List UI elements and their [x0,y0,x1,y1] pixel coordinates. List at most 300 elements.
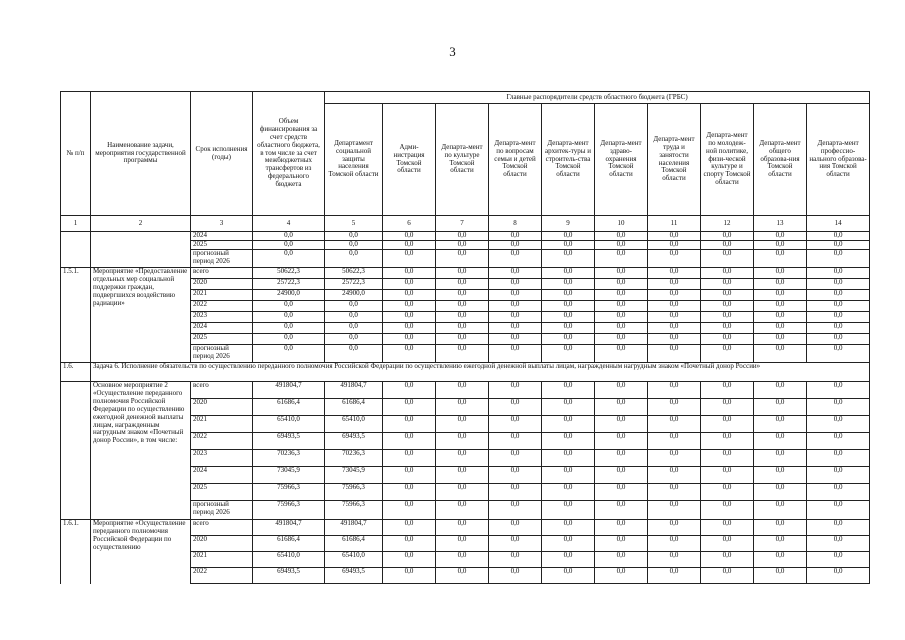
value-cell: 0,0 [489,467,542,484]
value-cell: 0,0 [595,433,648,450]
value-cell: 24900,0 [253,290,325,301]
value-cell: 0,0 [648,323,701,334]
year-cell: 2024 [191,323,253,334]
value-cell: 0,0 [595,250,648,268]
value-cell: 0,0 [383,536,436,552]
value-cell: 0,0 [325,301,383,312]
value-cell: 0,0 [383,501,436,520]
budget-table [60,91,870,584]
value-cell: 0,0 [648,552,701,568]
value-cell: 0,0 [595,268,648,279]
value-cell: 0,0 [807,290,870,301]
column-number: 8 [489,216,542,232]
value-cell: 0,0 [648,501,701,520]
value-cell: 0,0 [489,241,542,250]
value-cell: 0,0 [436,433,489,450]
column-number: 5 [325,216,383,232]
value-cell: 0,0 [253,345,325,363]
page-number: 3 [449,44,456,59]
value-cell: 0,0 [754,250,807,268]
value-cell: 73045,9 [325,467,383,484]
column-number: 3 [191,216,253,232]
value-cell: 0,0 [595,232,648,241]
value-cell: 61686,4 [325,536,383,552]
column-number: 9 [542,216,595,232]
value-cell: 0,0 [701,241,754,250]
value-cell: 0,0 [542,268,595,279]
value-cell: 0,0 [542,450,595,467]
value-cell: 0,0 [436,382,489,399]
value-cell: 0,0 [595,536,648,552]
value-cell: 0,0 [542,301,595,312]
value-cell: 0,0 [542,552,595,568]
value-cell: 0,0 [648,416,701,433]
column-number: 4 [253,216,325,232]
value-cell: 0,0 [436,450,489,467]
value-cell: 0,0 [253,323,325,334]
value-cell: 61686,4 [253,536,325,552]
year-cell: всего [191,382,253,399]
row-number: 1.5.1. [61,268,91,363]
value-cell: 0,0 [383,279,436,290]
year-cell: 2024 [191,232,253,241]
value-cell: 0,0 [701,301,754,312]
header-cell-department: Департа-мент общего образова-ния Томской области [754,104,807,216]
value-cell: 0,0 [807,467,870,484]
value-cell: 0,0 [542,382,595,399]
value-cell: 0,0 [542,279,595,290]
value-cell: 0,0 [754,568,807,584]
value-cell: 0,0 [754,501,807,520]
value-cell: 0,0 [325,345,383,363]
header-cell-term: Срок исполнения (годы) [191,92,253,216]
year-cell: 2022 [191,301,253,312]
value-cell: 25722,3 [253,279,325,290]
value-cell: 0,0 [489,450,542,467]
value-cell: 0,0 [383,552,436,568]
task-number: 1.6. [61,363,91,382]
header-cell-grbs: Главные распорядители средств областного бюджета (ГРБС) [325,92,870,104]
value-cell: 0,0 [542,501,595,520]
value-cell: 0,0 [436,536,489,552]
value-cell: 0,0 [754,323,807,334]
value-cell: 0,0 [701,399,754,416]
value-cell: 0,0 [489,279,542,290]
year-cell: 2025 [191,241,253,250]
year-cell: прогнозный период 2026 [191,345,253,363]
value-cell: 0,0 [383,334,436,345]
value-cell: 0,0 [436,279,489,290]
value-cell: 0,0 [489,232,542,241]
value-cell: 0,0 [436,232,489,241]
value-cell: 0,0 [807,536,870,552]
table-body [61,92,870,584]
value-cell: 0,0 [754,484,807,501]
column-number: 6 [383,216,436,232]
value-cell: 0,0 [542,467,595,484]
header-cell-name: Наименование задачи, мероприятия государственной программы [91,92,191,216]
value-cell: 0,0 [383,268,436,279]
year-cell: 2025 [191,484,253,501]
value-cell: 61686,4 [325,399,383,416]
value-cell: 0,0 [383,467,436,484]
value-cell: 0,0 [648,467,701,484]
year-cell: 2020 [191,536,253,552]
year-cell: 2023 [191,312,253,323]
value-cell: 0,0 [542,232,595,241]
value-cell: 0,0 [807,484,870,501]
value-cell: 0,0 [701,433,754,450]
value-cell: 0,0 [542,323,595,334]
value-cell: 0,0 [489,382,542,399]
year-cell: всего [191,520,253,536]
value-cell: 0,0 [701,450,754,467]
table-row [61,382,870,399]
table-row [61,520,870,536]
value-cell: 0,0 [489,334,542,345]
year-cell: 2021 [191,290,253,301]
value-cell: 0,0 [489,501,542,520]
task-title: Задача 6. Исполнение обязательств по осуществлению переданного полномочия Российской Федерации по осуществлению ежегодной денежной выплаты лицам, награжденным нагрудным знаком «Почетный донор России» [91,363,870,382]
value-cell: 0,0 [701,568,754,584]
value-cell: 0,0 [754,312,807,323]
value-cell: 0,0 [489,520,542,536]
value-cell: 0,0 [701,268,754,279]
value-cell: 69493,5 [325,568,383,584]
value-cell: 0,0 [489,399,542,416]
value-cell: 0,0 [489,433,542,450]
value-cell: 0,0 [595,279,648,290]
value-cell: 0,0 [701,382,754,399]
value-cell: 0,0 [648,450,701,467]
value-cell: 0,0 [807,279,870,290]
value-cell: 0,0 [383,232,436,241]
header-cell-department: Департа-мент здраво-охранения Томской области [595,104,648,216]
value-cell: 70236,3 [253,450,325,467]
value-cell: 69493,5 [325,433,383,450]
value-cell: 0,0 [807,241,870,250]
value-cell: 0,0 [325,232,383,241]
year-cell: 2020 [191,279,253,290]
value-cell: 0,0 [383,520,436,536]
value-cell: 0,0 [807,433,870,450]
value-cell: 0,0 [807,334,870,345]
value-cell: 0,0 [489,536,542,552]
year-cell: 2020 [191,399,253,416]
row-number [61,232,91,268]
value-cell: 0,0 [648,568,701,584]
column-number: 13 [754,216,807,232]
header-cell-department: Департа-мент профессио-нального образова-ния Томской области [807,104,870,216]
value-cell: 0,0 [383,250,436,268]
header-cell-number: № п/п [61,92,91,216]
value-cell: 0,0 [648,301,701,312]
value-cell: 0,0 [701,345,754,363]
value-cell: 0,0 [383,484,436,501]
value-cell: 0,0 [542,345,595,363]
value-cell: 0,0 [325,241,383,250]
value-cell: 0,0 [701,536,754,552]
value-cell: 65410,0 [253,552,325,568]
value-cell: 491804,7 [325,520,383,536]
value-cell: 0,0 [489,568,542,584]
year-cell: 2021 [191,552,253,568]
value-cell: 0,0 [595,467,648,484]
value-cell: 0,0 [648,312,701,323]
value-cell: 0,0 [595,290,648,301]
value-cell: 75966,3 [253,501,325,520]
value-cell: 0,0 [648,433,701,450]
value-cell: 0,0 [595,301,648,312]
value-cell: 70236,3 [325,450,383,467]
value-cell: 0,0 [489,301,542,312]
table-row [61,232,870,241]
value-cell: 0,0 [489,345,542,363]
header-cell-department: Департа-мент архитек-туры и строитель-ства Томской области [542,104,595,216]
value-cell: 0,0 [595,501,648,520]
value-cell: 0,0 [383,382,436,399]
value-cell: 0,0 [595,399,648,416]
value-cell: 0,0 [648,268,701,279]
value-cell: 0,0 [383,301,436,312]
value-cell: 0,0 [648,520,701,536]
value-cell: 0,0 [648,241,701,250]
value-cell: 0,0 [325,250,383,268]
value-cell: 0,0 [648,334,701,345]
value-cell: 0,0 [253,250,325,268]
value-cell: 0,0 [701,501,754,520]
year-cell: 2025 [191,334,253,345]
value-cell: 0,0 [754,345,807,363]
value-cell: 0,0 [542,312,595,323]
value-cell: 0,0 [436,416,489,433]
value-cell: 0,0 [701,323,754,334]
header-cell-volume: Объем финансирования за счет средств областного бюджета, в том числе за счет межбюджетных трансфертов из федерального бюджета [253,92,325,216]
value-cell: 65410,0 [253,416,325,433]
value-cell: 0,0 [383,568,436,584]
column-number: 10 [595,216,648,232]
value-cell: 0,0 [807,345,870,363]
value-cell: 0,0 [807,301,870,312]
value-cell: 0,0 [436,334,489,345]
value-cell: 75966,3 [325,501,383,520]
column-number: 12 [701,216,754,232]
task-row [61,363,870,382]
column-number: 7 [436,216,489,232]
value-cell: 75966,3 [325,484,383,501]
header-cell-department: Департа-мент по молодеж-ной политике, физи-ческой культуре и спорту Томской области [701,104,754,216]
activity-name [91,232,191,268]
value-cell: 491804,7 [253,382,325,399]
value-cell: 0,0 [542,250,595,268]
value-cell: 0,0 [648,399,701,416]
column-number: 14 [807,216,870,232]
value-cell: 0,0 [595,323,648,334]
value-cell: 0,0 [701,250,754,268]
value-cell: 0,0 [595,241,648,250]
value-cell: 0,0 [648,279,701,290]
value-cell: 0,0 [595,450,648,467]
column-number-row [61,216,870,232]
value-cell: 0,0 [754,334,807,345]
value-cell: 491804,7 [325,382,383,399]
value-cell: 0,0 [383,312,436,323]
value-cell: 0,0 [701,416,754,433]
value-cell: 0,0 [436,552,489,568]
column-number: 1 [61,216,91,232]
value-cell: 0,0 [754,520,807,536]
value-cell: 0,0 [253,312,325,323]
value-cell: 0,0 [701,312,754,323]
value-cell: 0,0 [754,416,807,433]
value-cell: 50622,3 [325,268,383,279]
value-cell: 0,0 [436,399,489,416]
value-cell: 0,0 [325,323,383,334]
value-cell: 0,0 [253,232,325,241]
value-cell: 0,0 [436,467,489,484]
value-cell: 0,0 [595,345,648,363]
value-cell: 0,0 [807,416,870,433]
value-cell: 65410,0 [325,416,383,433]
value-cell: 0,0 [489,290,542,301]
value-cell: 0,0 [807,268,870,279]
value-cell: 0,0 [489,268,542,279]
value-cell: 73045,9 [253,467,325,484]
row-number: 1.6.1. [61,520,91,584]
row-number [61,382,91,520]
value-cell: 0,0 [701,520,754,536]
value-cell: 0,0 [542,416,595,433]
column-number: 11 [648,216,701,232]
year-cell: прогнозный период 2026 [191,250,253,268]
header-cell-department: Адми-нистрация Томской области [383,104,436,216]
value-cell: 0,0 [489,416,542,433]
value-cell: 0,0 [436,301,489,312]
value-cell: 0,0 [595,552,648,568]
value-cell: 0,0 [648,250,701,268]
value-cell: 75966,3 [253,484,325,501]
value-cell: 0,0 [754,268,807,279]
value-cell: 0,0 [754,382,807,399]
value-cell: 0,0 [436,250,489,268]
value-cell: 0,0 [648,484,701,501]
value-cell: 0,0 [754,467,807,484]
value-cell: 0,0 [754,552,807,568]
activity-name: Мероприятие «Предоставление отдельных мер социальной поддержки граждан, подвергшихся воздействию радиации» [91,268,191,363]
value-cell: 0,0 [807,232,870,241]
header-cell-department: Департамент социальной защиты населения Томской области [325,104,383,216]
value-cell: 0,0 [754,399,807,416]
value-cell: 0,0 [807,552,870,568]
value-cell: 0,0 [754,241,807,250]
value-cell: 0,0 [436,484,489,501]
column-number: 2 [91,216,191,232]
value-cell: 0,0 [436,520,489,536]
value-cell: 0,0 [542,568,595,584]
value-cell: 0,0 [489,484,542,501]
value-cell: 0,0 [754,232,807,241]
value-cell: 0,0 [489,552,542,568]
value-cell: 0,0 [595,416,648,433]
value-cell: 0,0 [701,467,754,484]
value-cell: 0,0 [542,399,595,416]
value-cell: 0,0 [807,501,870,520]
year-cell: 2022 [191,568,253,584]
value-cell: 0,0 [436,568,489,584]
value-cell: 0,0 [754,536,807,552]
value-cell: 24900,0 [325,290,383,301]
header-row-1 [61,92,870,104]
value-cell: 0,0 [542,433,595,450]
value-cell: 0,0 [383,323,436,334]
value-cell: 0,0 [807,568,870,584]
value-cell: 0,0 [253,334,325,345]
year-cell: 2023 [191,450,253,467]
value-cell: 0,0 [542,484,595,501]
value-cell: 0,0 [383,290,436,301]
value-cell: 0,0 [754,301,807,312]
value-cell: 61686,4 [253,399,325,416]
activity-name: Основное мероприятие 2 «Осуществление переданного полномочия Российской Федерации по осуществлению ежегодной денежной выплаты лицам, награжденным нагрудным знаком «Почетный донор России», в том числе: [91,382,191,520]
value-cell: 0,0 [489,323,542,334]
value-cell: 0,0 [807,520,870,536]
value-cell: 0,0 [253,241,325,250]
value-cell: 0,0 [807,250,870,268]
value-cell: 0,0 [648,536,701,552]
value-cell: 0,0 [701,552,754,568]
value-cell: 0,0 [648,345,701,363]
header-cell-department: Департа-мент труда и занятости населения Томской области [648,104,701,216]
value-cell: 0,0 [325,334,383,345]
value-cell: 0,0 [542,520,595,536]
value-cell: 0,0 [436,323,489,334]
value-cell: 0,0 [542,334,595,345]
value-cell: 0,0 [701,334,754,345]
value-cell: 0,0 [595,312,648,323]
value-cell: 0,0 [436,268,489,279]
value-cell: 0,0 [436,501,489,520]
value-cell: 0,0 [383,416,436,433]
value-cell: 0,0 [754,290,807,301]
value-cell: 0,0 [542,536,595,552]
value-cell: 0,0 [595,334,648,345]
value-cell: 0,0 [542,290,595,301]
value-cell: 0,0 [807,323,870,334]
value-cell: 0,0 [489,312,542,323]
value-cell: 0,0 [595,520,648,536]
value-cell: 0,0 [383,345,436,363]
value-cell: 0,0 [807,399,870,416]
value-cell: 0,0 [754,433,807,450]
value-cell: 491804,7 [253,520,325,536]
value-cell: 0,0 [436,312,489,323]
value-cell: 0,0 [701,279,754,290]
activity-name: Мероприятие «Осуществление переданного полномочия Российской Федерации по осуществлению [91,520,191,584]
value-cell: 0,0 [701,232,754,241]
value-cell: 69493,5 [253,568,325,584]
value-cell: 50622,3 [253,268,325,279]
value-cell: 0,0 [383,241,436,250]
value-cell: 0,0 [436,241,489,250]
value-cell: 0,0 [701,484,754,501]
value-cell: 0,0 [595,568,648,584]
value-cell: 0,0 [701,290,754,301]
year-cell: 2022 [191,433,253,450]
value-cell: 0,0 [253,301,325,312]
value-cell: 0,0 [383,450,436,467]
value-cell: 0,0 [807,382,870,399]
table-row [61,268,870,279]
